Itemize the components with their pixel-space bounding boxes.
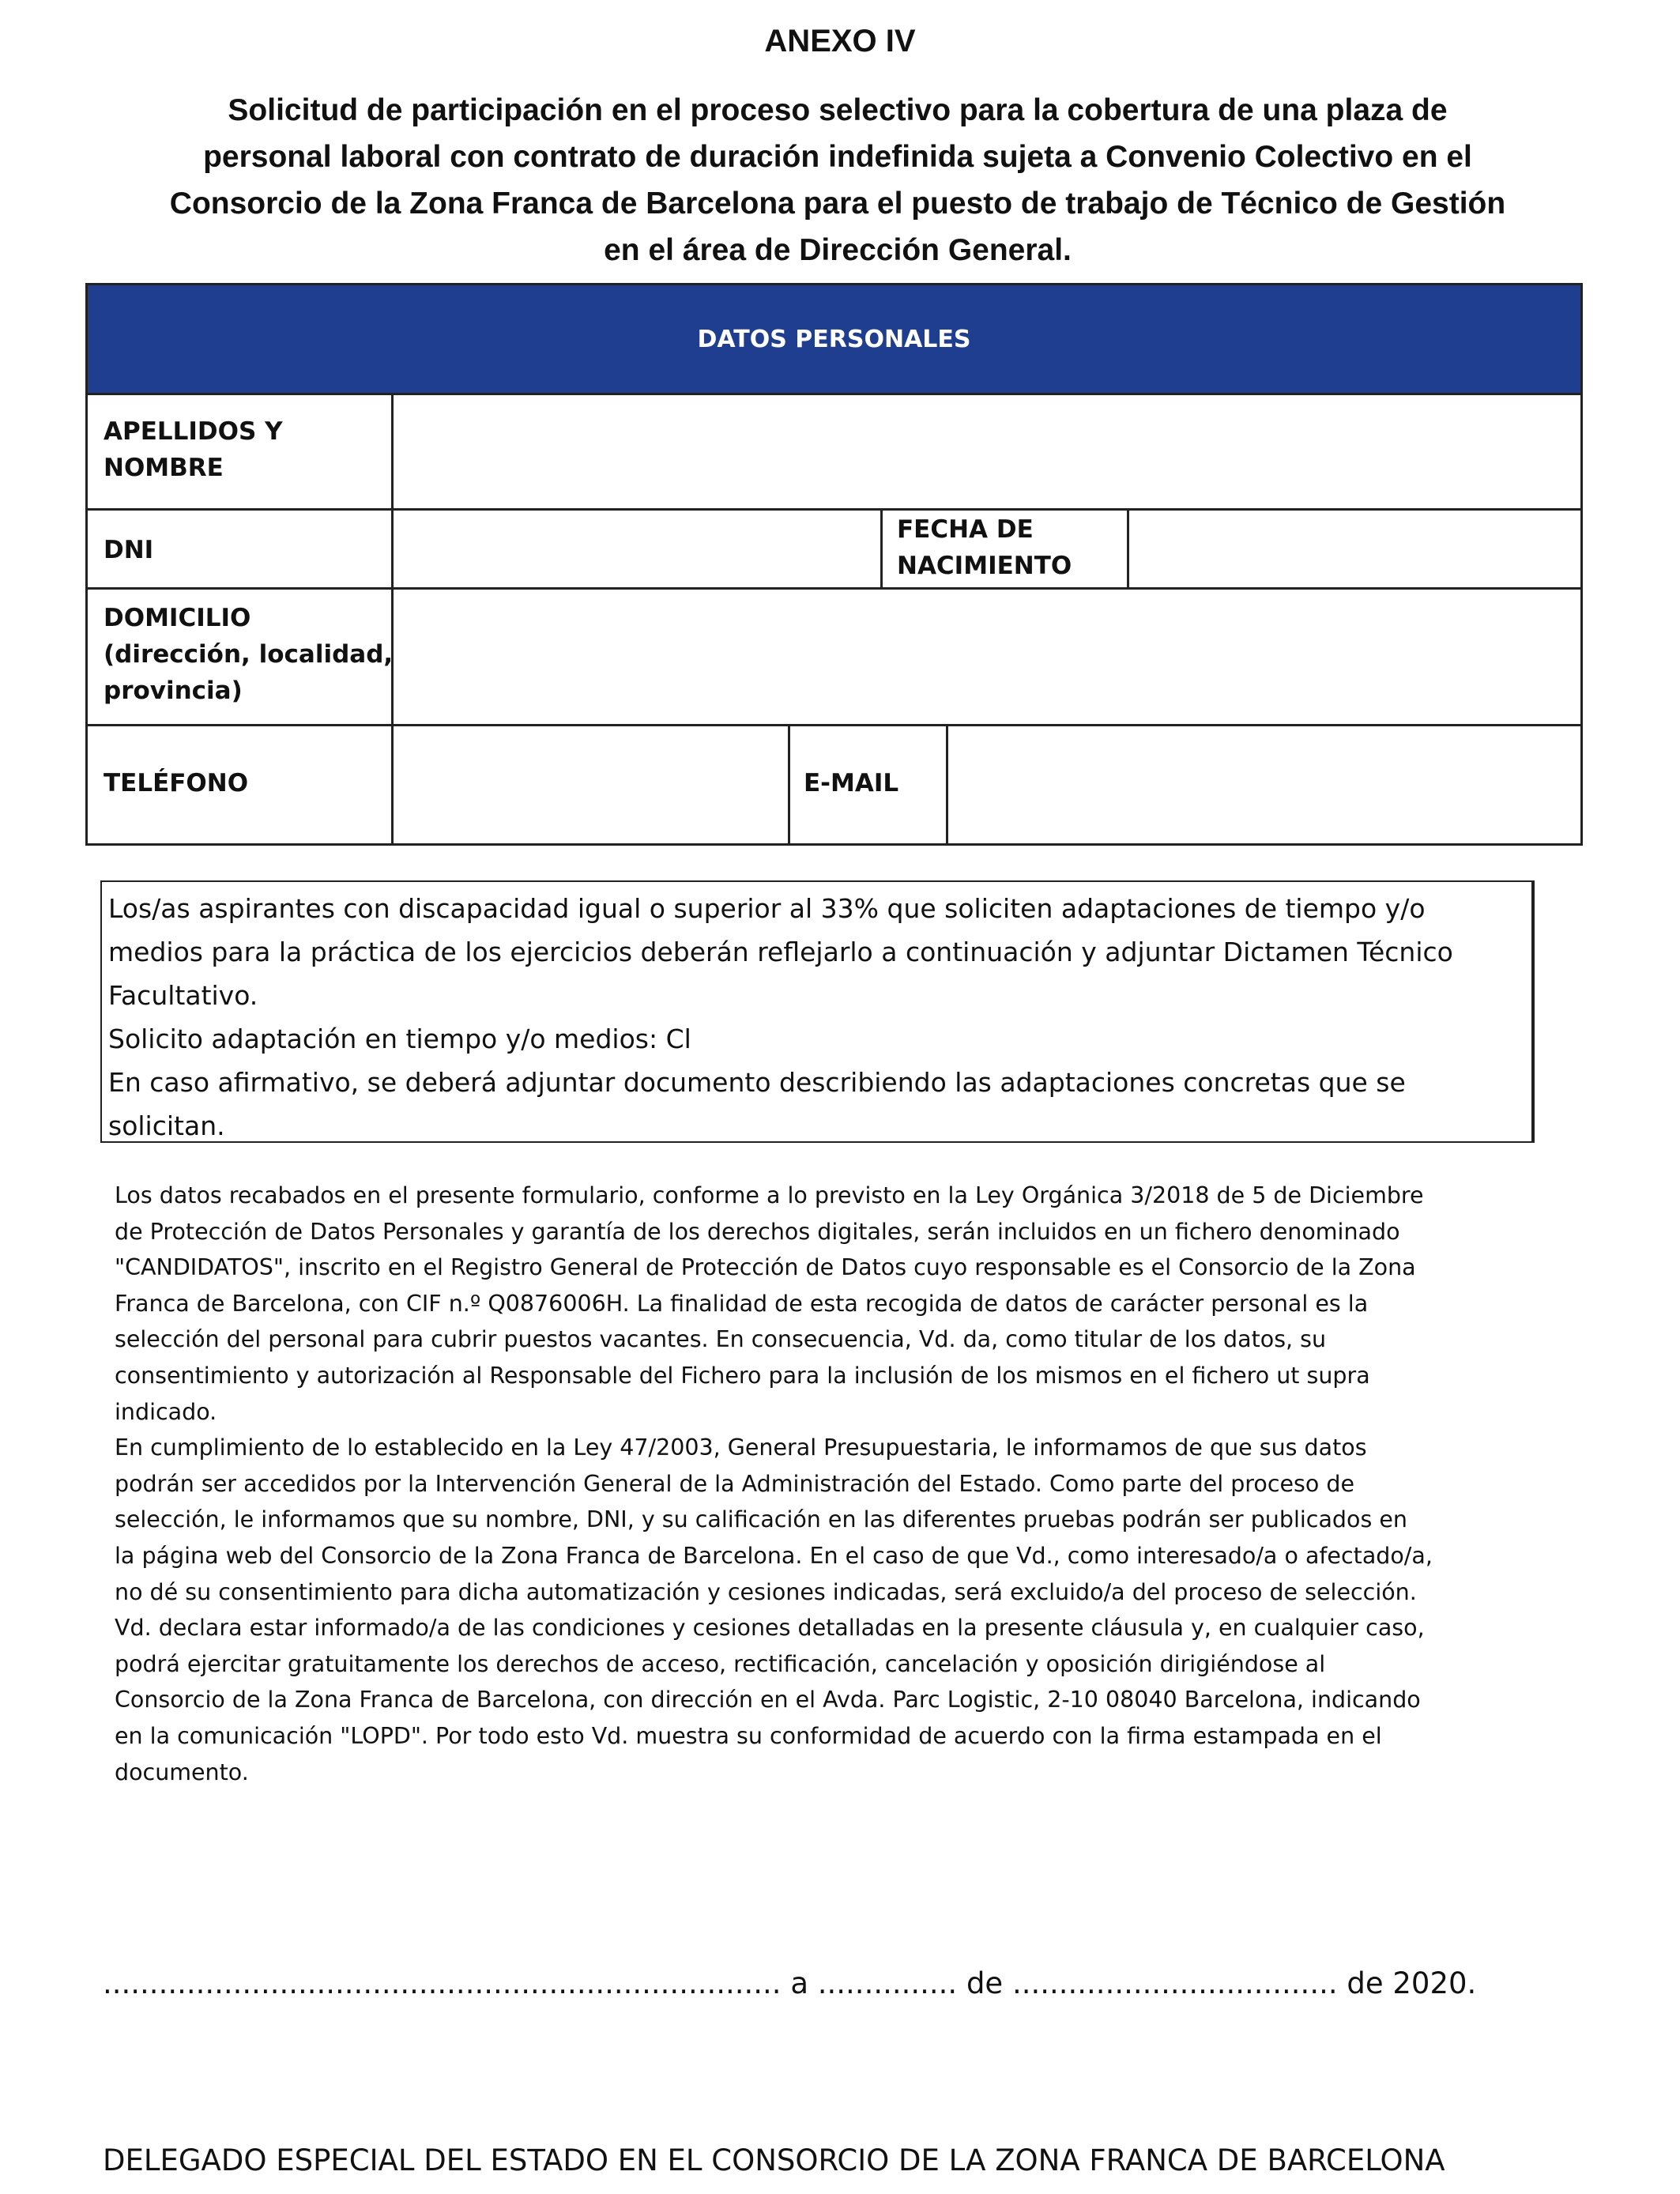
- fecha-nacimiento-field[interactable]: [1129, 511, 1580, 587]
- domicilio-label: DOMICILIO (dirección, localidad, provincia): [104, 604, 394, 705]
- fecha-nacimiento-label: FECHA DE NACIMIENTO: [897, 515, 1072, 580]
- privacy-line: documento.: [115, 1759, 249, 1785]
- telefono-label: TELÉFONO: [104, 769, 249, 797]
- privacy-line: podrán ser accedidos por la Intervención General de la Administración del Estado. Como parte del proceso de: [115, 1470, 1354, 1497]
- footer-addressee: DELEGADO ESPECIAL DEL ESTADO EN EL CONSORCIO DE LA ZONA FRANCA DE BARCELONA: [103, 2143, 1445, 2177]
- title-line: Solicitud de participación en el proceso selectivo para la cobertura de una plaza de: [228, 93, 1448, 127]
- email-field[interactable]: [948, 726, 1580, 843]
- main-title: [87, 87, 1588, 273]
- privacy-line: Vd. declara estar informado/a de las condiciones y cesiones detalladas en la presente cláusula y, en cualquier caso,: [115, 1615, 1425, 1642]
- annex-title: ANEXO IV: [764, 24, 916, 58]
- title-line: personal laboral con contrato de duración indefinida sujeta a Convenio Colectivo en el: [203, 140, 1472, 174]
- domicilio-field[interactable]: [394, 590, 1580, 724]
- disability-notice: [100, 880, 1535, 1143]
- adaptation-request[interactable]: Solicito adaptación en tiempo y/o medios: Cl: [108, 1023, 691, 1054]
- notice-line: medios para la práctica de los ejercicios deberán reflejarlo a continuación y adjuntar Dictamen Técnico: [108, 937, 1453, 967]
- privacy-line: consentimiento y autorización al Responsable del Fichero para la inclusión de los mismos en el fichero ut supra: [115, 1362, 1370, 1389]
- apellidos-label: APELLIDOS Y NOMBRE: [104, 417, 283, 482]
- notice-line: En caso afirmativo, se deberá adjuntar documento describiendo las adaptaciones concretas que se: [108, 1067, 1406, 1098]
- privacy-line: En cumplimiento de lo establecido en la Ley 47/2003, General Presupuestaria, le informamos de que sus datos: [115, 1434, 1367, 1461]
- privacy-line: no dé su consentimiento para dicha automatización y cesiones indicadas, será excluido/a del proceso de selección.: [115, 1578, 1417, 1605]
- place-date-line[interactable]: ......................................................................... a ............... de ................................... de 2020.: [103, 1966, 1477, 2000]
- privacy-line: Consorcio de la Zona Franca de Barcelona, con dirección en el Avda. Parc Logistic, 2-10 08040 Barcelona, indicando: [115, 1687, 1421, 1713]
- form-header: DATOS PERSONALES: [88, 285, 1580, 393]
- privacy-line: podrá ejercitar gratuitamente los derechos de acceso, rectificación, cancelación y oposición dirigiéndose al: [115, 1650, 1326, 1677]
- notice-line: Los/as aspirantes con discapacidad igual o superior al 33% que soliciten adaptaciones de tiempo y/o: [108, 893, 1426, 924]
- column-divider: [880, 508, 883, 590]
- column-divider: [788, 724, 790, 843]
- privacy-line: selección, le informamos que su nombre, DNI, y su calificación en las diferentes pruebas podrán ser publicados en: [115, 1506, 1407, 1533]
- privacy-line: la página web del Consorcio de la Zona Franca de Barcelona. En el caso de que Vd., como interesado/a o afectado/a,: [115, 1542, 1433, 1569]
- privacy-line: Los datos recabados en el presente formulario, conforme a lo previsto en la Ley Orgánica 3/2018 de 5 de Diciembre: [115, 1182, 1424, 1208]
- email-label: E-MAIL: [804, 769, 899, 797]
- notice-line: Facultativo.: [108, 980, 258, 1011]
- privacy-clause: [115, 1178, 1529, 1790]
- title-line: en el área de Dirección General.: [604, 233, 1072, 267]
- telefono-field[interactable]: [394, 726, 788, 843]
- privacy-line: en la comunicación "LOPD". Por todo esto Vd. muestra su conformidad de acuerdo con la firma estampada en el: [115, 1722, 1382, 1749]
- privacy-line: de Protección de Datos Personales y garantía de los derechos digitales, serán incluidos en un fichero denominado: [115, 1218, 1400, 1245]
- personal-data-form: [85, 283, 1583, 846]
- title-line: Consorcio de la Zona Franca de Barcelona para el puesto de trabajo de Técnico de Gestión: [169, 187, 1506, 221]
- notice-line: solicitan.: [108, 1110, 225, 1141]
- privacy-line: "CANDIDATOS", inscrito en el Registro General de Protección de Datos cuyo responsable es el Consorcio de la Zona: [115, 1254, 1416, 1281]
- dni-label: DNI: [104, 536, 154, 564]
- privacy-line: Franca de Barcelona, con CIF n.º Q0876006H. La finalidad de esta recogida de datos de carácter personal es la: [115, 1290, 1369, 1317]
- privacy-line: selección del personal para cubrir puestos vacantes. En consecuencia, Vd. da, como titular de los datos, su: [115, 1326, 1327, 1353]
- dni-field[interactable]: [394, 511, 880, 587]
- privacy-line: indicado.: [115, 1398, 217, 1425]
- apellidos-field[interactable]: [394, 395, 1580, 508]
